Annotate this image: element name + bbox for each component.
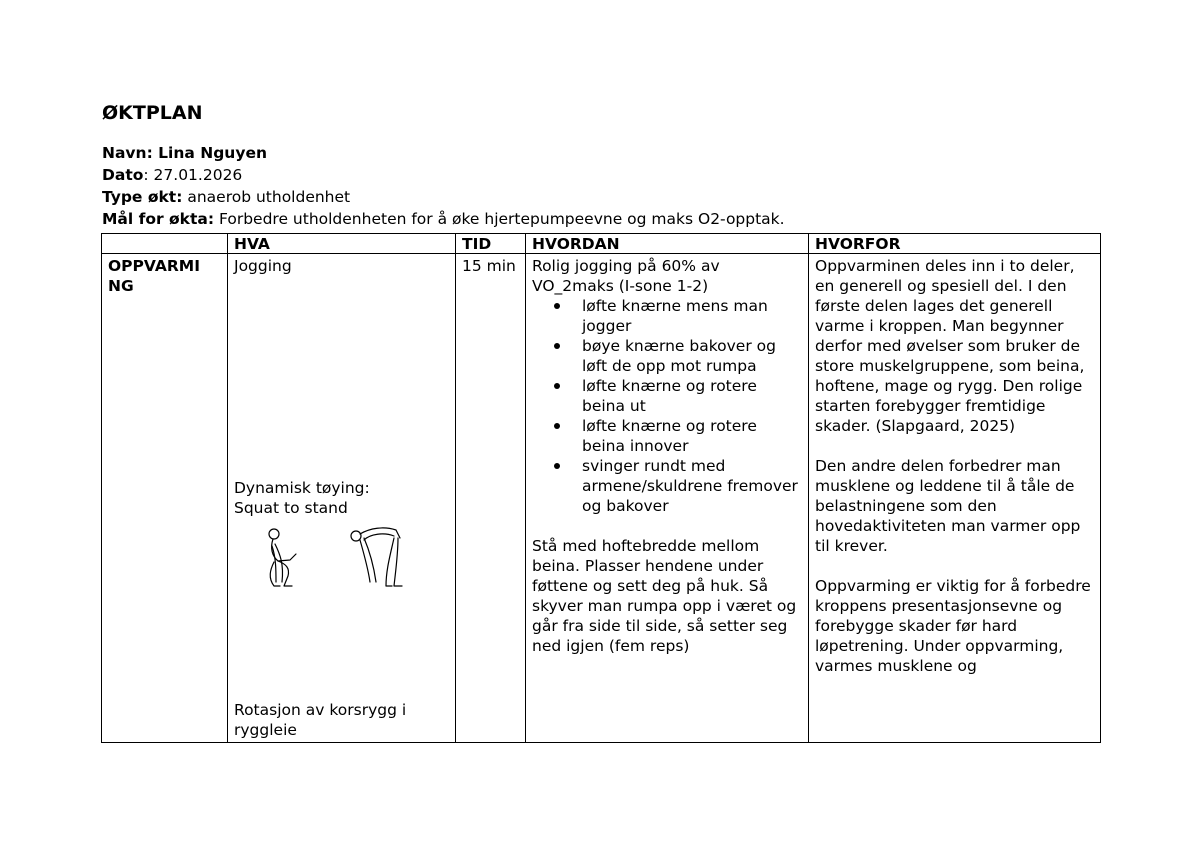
goal-label: Mål for økta:	[102, 210, 215, 228]
session-meta	[102, 142, 785, 230]
hva-squat-to-stand: Squat to stand	[234, 499, 348, 517]
squat-to-stand-illustration	[260, 524, 420, 590]
date-line	[102, 164, 785, 186]
header-tid: TID	[456, 234, 526, 254]
hvorfor-paragraph-1: Oppvarminen deles inn i to deler, en generell og spesiell del. I den første delen lages det generell varme i kroppen. Man begynner derfor med øvelser som bruker de store muskelgruppene, som beina, hoftene, mage og rygg. Den rolige starten forebygger fremtidige skader. (Slapgaard, 2025)	[815, 257, 1085, 435]
list-item: svinger rundt med armene/skuldrene fremover og bakover	[582, 456, 802, 516]
list-item: bøye knærne bakover og løft de opp mot rumpa	[582, 336, 802, 376]
name-line	[102, 142, 785, 164]
hva-dynamic-stretch	[234, 478, 370, 518]
header-hvordan: HVORDAN	[526, 234, 809, 254]
goal-line	[102, 208, 785, 230]
table-row	[102, 254, 1101, 743]
hvordan-intro: Rolig jogging på 60% av VO_2maks (I-sone 1-2)	[532, 257, 720, 295]
list-item: løfte knærne mens man jogger	[582, 296, 802, 336]
header-hvorfor: HVORFOR	[809, 234, 1101, 254]
header-hva: HVA	[228, 234, 456, 254]
type-label: Type økt:	[102, 188, 183, 206]
hvordan-cell	[526, 254, 809, 743]
hva-jogging: Jogging	[234, 257, 292, 275]
hvordan-squat-description: Stå med hoftebredde mellom beina. Plasser hendene under føttene og sett deg på huk. Så skyver man rumpa opp i været og går fra side til side, så setter seg ned igjen (fem reps)	[532, 537, 797, 655]
date-label: Dato	[102, 166, 144, 184]
warmup-moves-list	[532, 296, 802, 516]
hvorfor-paragraph-2: Den andre delen forbedrer man musklene og leddene til å tåle de belastningene som den hovedaktiviteten man varmer opp til krever.	[815, 457, 1081, 555]
hva-lumbar-rotation: Rotasjon av korsrygg i ryggleie	[234, 701, 407, 739]
document-title: ØKTPLAN	[102, 102, 203, 124]
name-label: Navn: Lina Nguyen	[102, 144, 267, 162]
table-header-row	[102, 234, 1101, 254]
hvorfor-cell	[809, 254, 1101, 743]
session-plan-table	[101, 233, 1101, 743]
section-label: OPPVARMI NG	[102, 254, 228, 743]
tid-cell: 15 min	[456, 254, 526, 743]
hvorfor-paragraph-3: Oppvarming er viktig for å forbedre kroppens presentasjonsevne og forebygge skader før hard løpetrening. Under oppvarming, varmes musklene og	[815, 577, 1091, 675]
hva-cell	[228, 254, 456, 743]
type-line	[102, 186, 785, 208]
list-item: løfte knærne og rotere beina innover	[582, 416, 802, 456]
type-value: anaerob utholdenhet	[182, 188, 351, 206]
hva-dynamic-stretch-label: Dynamisk tøying:	[234, 479, 370, 497]
date-value: : 27.01.2026	[143, 166, 243, 184]
list-item: løfte knærne og rotere beina ut	[582, 376, 802, 416]
goal-value: Forbedre utholdenheten for å øke hjertepumpeevne og maks O2-opptak.	[214, 210, 785, 228]
header-section	[102, 234, 228, 254]
